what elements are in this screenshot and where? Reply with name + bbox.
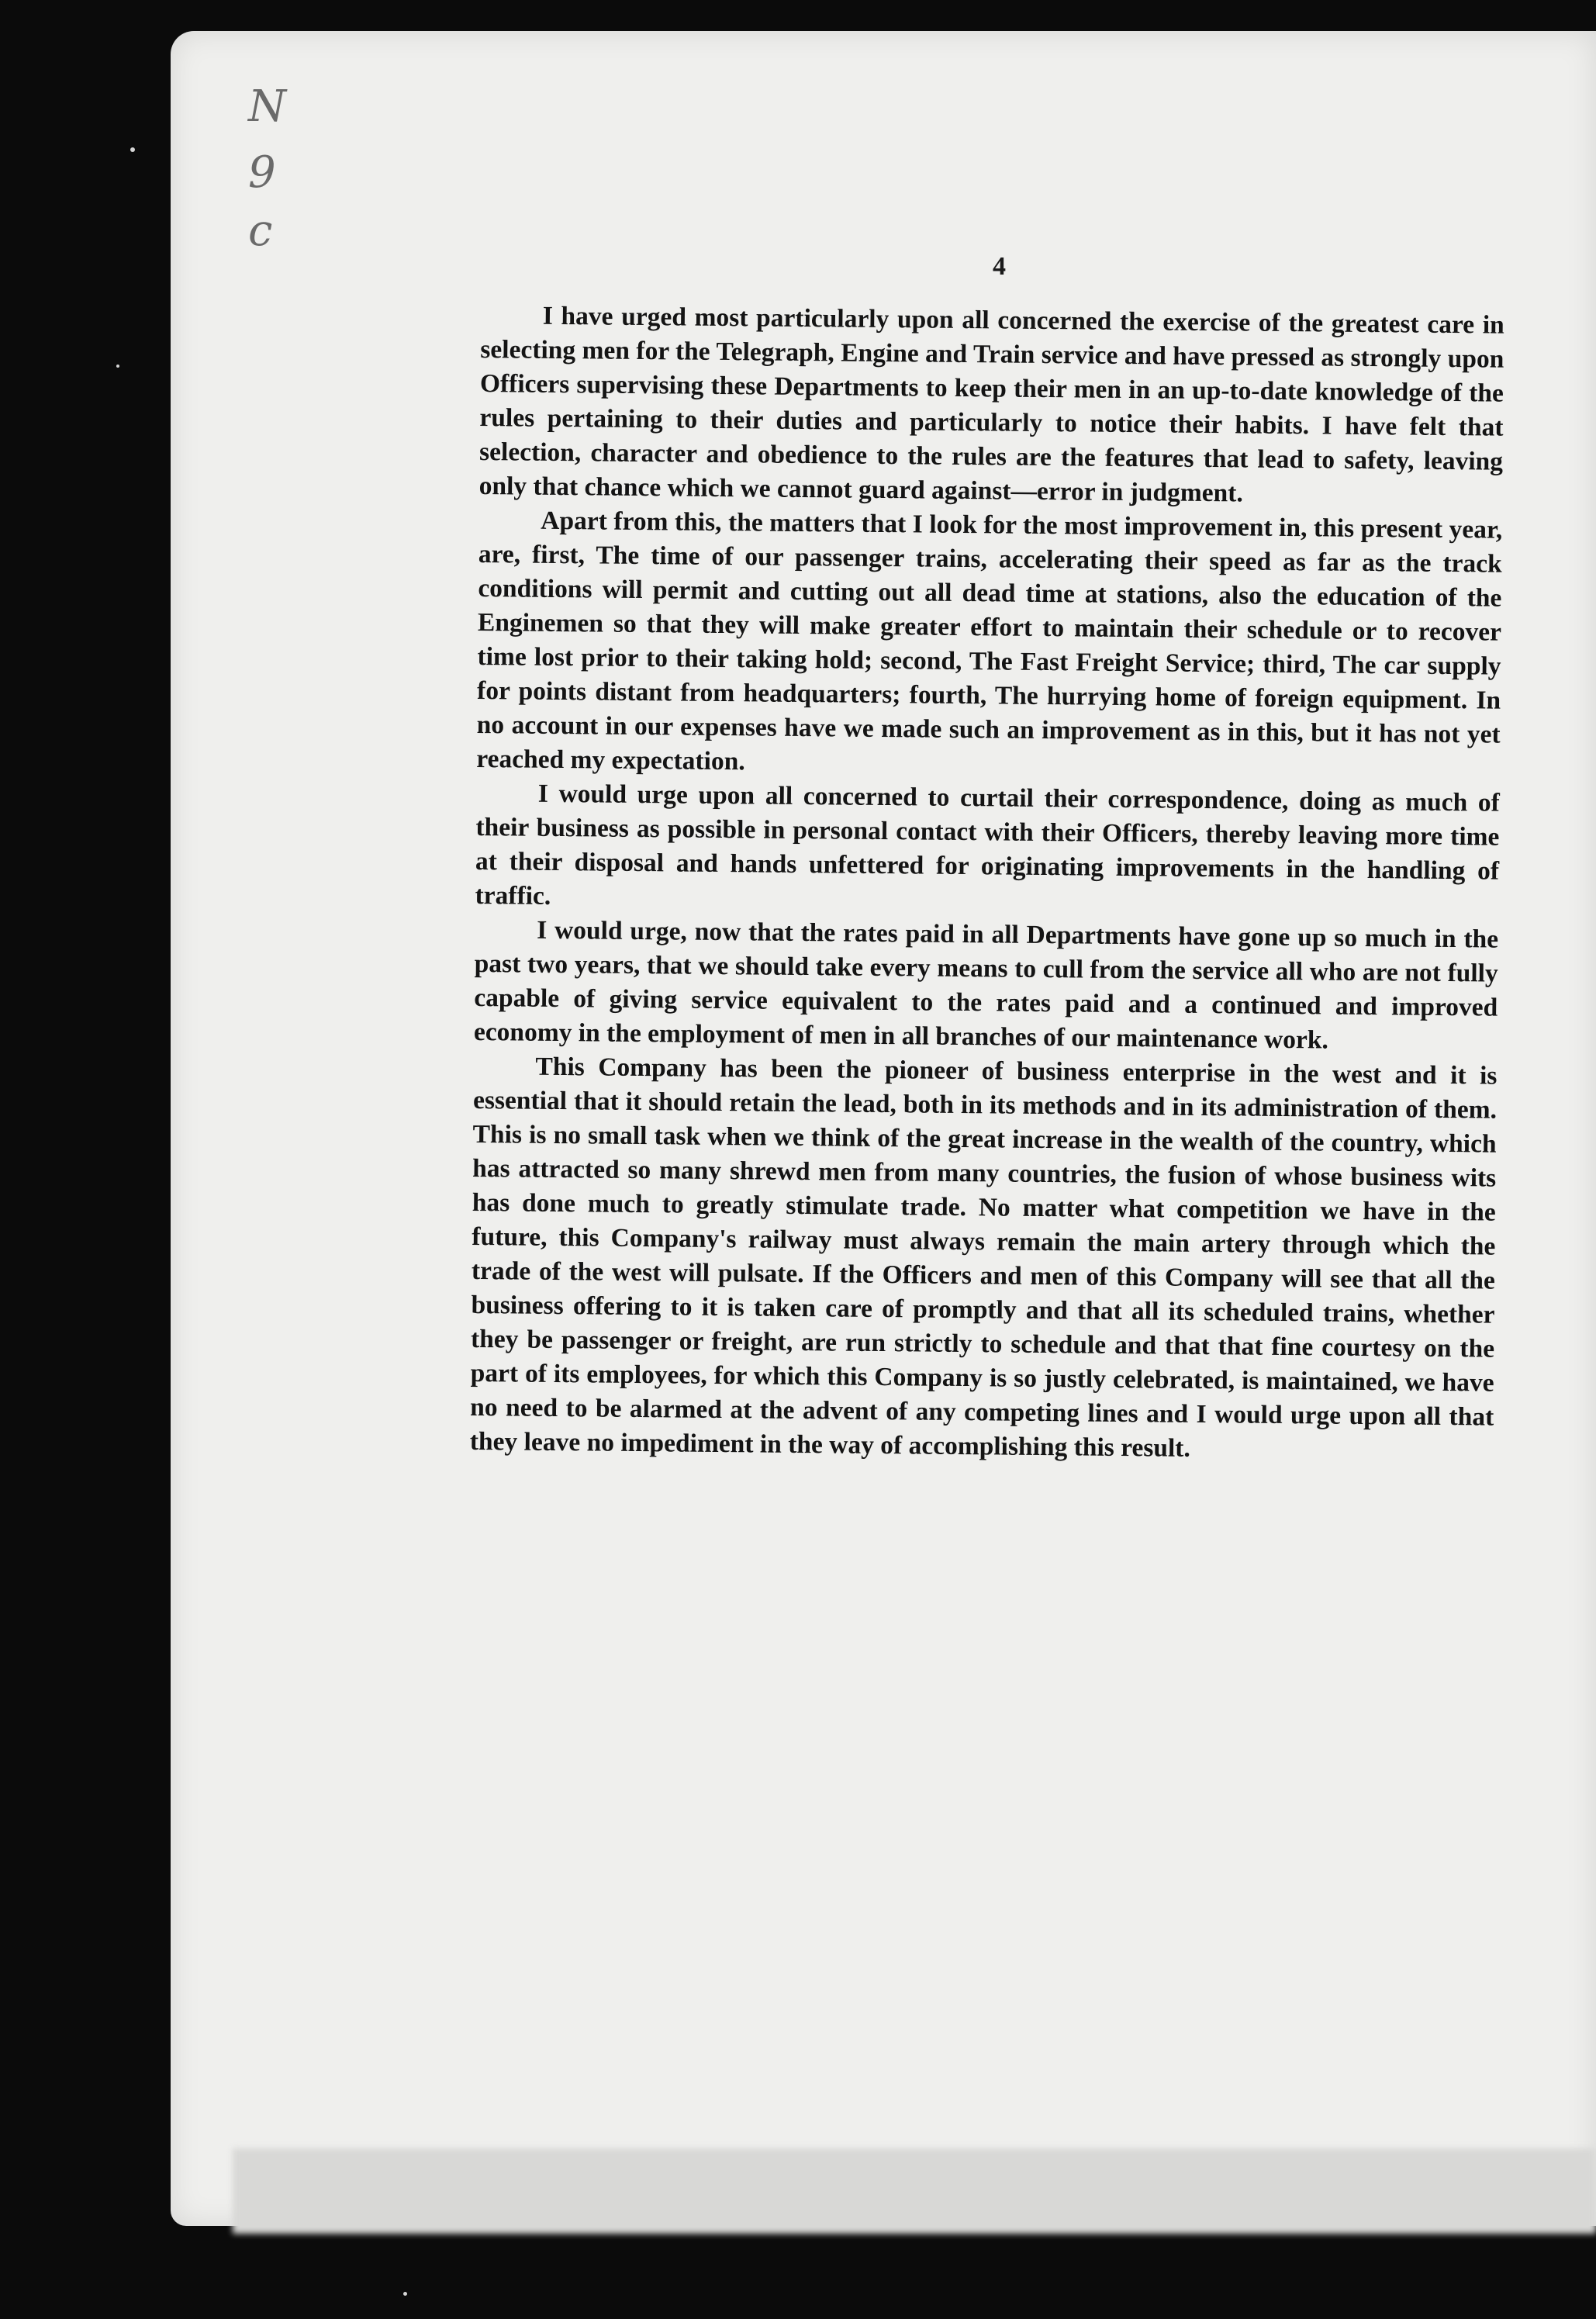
margin-note: 9: [248, 147, 276, 198]
paragraph: This Company has been the pioneer of business enterprise in the west and it is essential that it should retain the lead, both in its methods and in its administration of them. This is no small task when we think of the great increase in the wealth of the country, which has attracted so many shrewd men from many countries, the fusion of whose business wits has done much to greatly stimulate trade. No matter what competition we have in the future, this Company's railway must always remain the main artery through which the trade of the west will pulsate. If the Officers and men of this Company will see that all the business offering to it is taken care of promptly and that all its scheduled trains, whether they be passenger or freight, are run strictly to schedule and that that fine courtesy on the part of its employees, for which this Company is so justly celebrated, is maintained, we have no need to be alarmed at the advent of any competing lines and I would urge upon all that they leave no impediment in the way of accomplishing this result.: [469, 1052, 1498, 1463]
paper-edge: [233, 2148, 1596, 2234]
paragraph: I have urged most particularly upon all concerned the exercise of the greatest care in selecting men for the Telegraph, Engine and Train service and have pressed as strongly upon Officers supervising these Departments to keep their men in an up-to-date knowledge of the rules pertaining to their duties and particularly to notice their habits. I have felt that selection, character and obedience to the rules are the features that lead to safety, leaving only that chance which we cannot guard against—error in judgment.: [478, 301, 1504, 508]
margin-note: c: [248, 206, 273, 256]
paragraph: I would urge upon all concerned to curtail their correspondence, doing as much of their business as possible in personal contact with their Officers, thereby leaving more time at their disposal and hands unfettered for originating improvements in the handling of traffic.: [475, 779, 1500, 911]
paragraph: I would urge, now that the rates paid in all Departments have gone up so much in the past two years, that we should take every means to cull from the service all who are not fully capable of giving service equivalent to the rates paid and a continued and improved economy in the employment of men in all branches of our maintenance work.: [473, 915, 1499, 1055]
paragraph: Apart from this, the matters that I look for the most improvement in, this present year, are, first, The time of our passenger trains, accelerating their speed as far as the track conditions will permit and cutting out all dead time at stations, also the education of the Enginemen so that they will make greater effort to maintain their schedule or to recover time lost prior to their taking hold; second, The Fast Freight Service; third, The car supply for points distant from headquarters; fourth, The hurrying home of foreign equipment. In no account in our expenses have we made such an improvement as in this, but it has not yet reached my expectation.: [476, 506, 1503, 776]
page-number: 4: [993, 252, 1006, 281]
margin-note: N: [248, 81, 286, 132]
letter-body: [470, 299, 1504, 1469]
dust-speck: [403, 2292, 407, 2296]
dust-speck: [130, 147, 135, 152]
dust-speck: [116, 365, 119, 368]
